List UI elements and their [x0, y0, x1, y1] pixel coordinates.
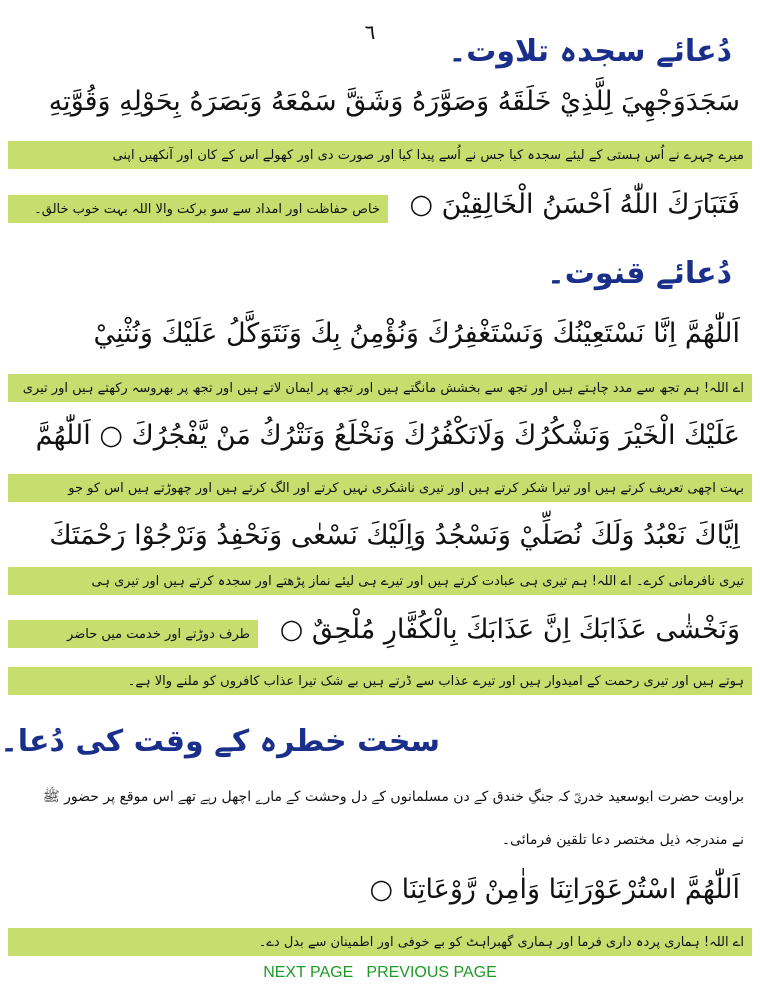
- danger-translation-1: اے اللہ! ہماری پردہ داری فرما اور ہماری گھبراہٹ کو بے خوفی اور اطمینان سے بدل دے۔: [8, 928, 752, 956]
- qunoot-arabic-3: اِيَّاكَ نَعْبُدُ وَلَكَ نُصَلِّيْ وَنَسْجُدُ وَاِلَيْكَ نَسْعٰى وَنَحْفِدُ وَنَرْجُوْا رَحْمَتَكَ: [49, 520, 740, 551]
- qunoot-translation-2: بہت اچھی تعریف کرتے ہیں اور تیرا شکر کرتے ہیں اور تیری ناشکری نہیں کرتے اور الگ کرتے ہیں اور چھوڑتے ہیں اس کو جو: [8, 474, 752, 502]
- sajda-translation-2: خاص حفاظت اور امداد سے سو برکت والا اللہ بہت خوب خالق۔: [8, 195, 388, 223]
- page-navigation: [0, 962, 760, 982]
- page-number: ٦: [364, 20, 376, 44]
- heading-danger: سخت خطرہ کے وقت کی دُعا۔: [0, 724, 440, 759]
- qunoot-arabic-2: عَلَيْكَ الْخَيْرَ وَنَشْكُرُكَ وَلَانَكْفُرُكَ وَنَخْلَعُ وَنَتْرُكُ مَنْ يَّفْجُرُكَ ○ اَللّٰهُمَّ: [35, 420, 740, 451]
- sajda-arabic-2: فَتَبَارَكَ اللّٰهُ اَحْسَنُ الْخَالِقِيْنَ ○: [409, 189, 740, 220]
- qunoot-translation-1: اے اللہ! ہم تجھ سے مدد چاہتے ہیں اور تجھ سے بخشش مانگتے ہیں اور تجھ پر ایمان لاتے ہیں اور تجھ پر بھروسہ رکھتے ہیں اور تیری: [8, 374, 752, 402]
- next-page-link[interactable]: NEXT PAGE: [263, 964, 354, 981]
- qunoot-arabic-4: وَنَخْشٰى عَذَابَكَ اِنَّ عَذَابَكَ بِالْكُفَّارِ مُلْحِقٌ ○: [279, 614, 740, 645]
- heading-qunoot: دُعائے قنوت۔: [547, 256, 732, 291]
- heading-sajda: دُعائے سجدہ تلاوت۔: [448, 34, 732, 69]
- qunoot-translation-4-side: طرف دوڑتے اور خدمت میں حاضر: [8, 620, 258, 648]
- sajda-translation-1: میرے چہرے نے اُس ہستی کے لیئے سجدہ کیا جس نے اُسے پیدا کیا اور صورت دی اور کھولے اس کے کان اور آنکھیں اپنی: [8, 141, 752, 169]
- qunoot-translation-3: تیری نافرمانی کرے۔ اے اللہ! ہم تیری ہی عبادت کرتے ہیں اور تیرے ہی لیئے نماز پڑھتے اور سجدہ کرتے ہیں اور تیری ہی: [8, 567, 752, 595]
- qunoot-translation-5: ہوتے ہیں اور تیری رحمت کے امیدوار ہیں اور تیرے عذاب سے ڈرتے ہیں بے شک تیرا عذاب کافروں کو ملنے والا ہے۔: [8, 667, 752, 695]
- danger-narration-1: براویت حضرت ابوسعید خدریؓ کہ جنگِ خندق کے دن مسلمانوں کے دل وحشت کے مارے اچھل رہے تھے اس موقع پر حضور ﷺ: [42, 789, 744, 805]
- previous-page-link[interactable]: PREVIOUS PAGE: [366, 964, 497, 981]
- sajda-arabic-1: سَجَدَوَجْهِيَ لِلَّذِيْ خَلَقَهُ وَصَوَّرَهُ وَشَقَّ سَمْعَهُ وَبَصَرَهُ بِحَوْلِهِ وَقُوَّتِهِ: [48, 86, 740, 117]
- qunoot-arabic-1: اَللّٰهُمَّ اِنَّا نَسْتَعِيْنُكَ وَنَسْتَغْفِرُكَ وَنُؤْمِنُ بِكَ وَنَتَوَكَّلُ عَلَيْكَ وَنُثْنِيْ: [93, 318, 740, 349]
- danger-arabic-1: اَللّٰهُمَّ اسْتُرْعَوْرَاتِنَا وَاٰمِنْ رَّوْعَاتِنَا ○: [369, 874, 740, 905]
- danger-narration-2: نے مندرجہ ذیل مختصر دعا تلقین فرمائی۔: [501, 832, 744, 848]
